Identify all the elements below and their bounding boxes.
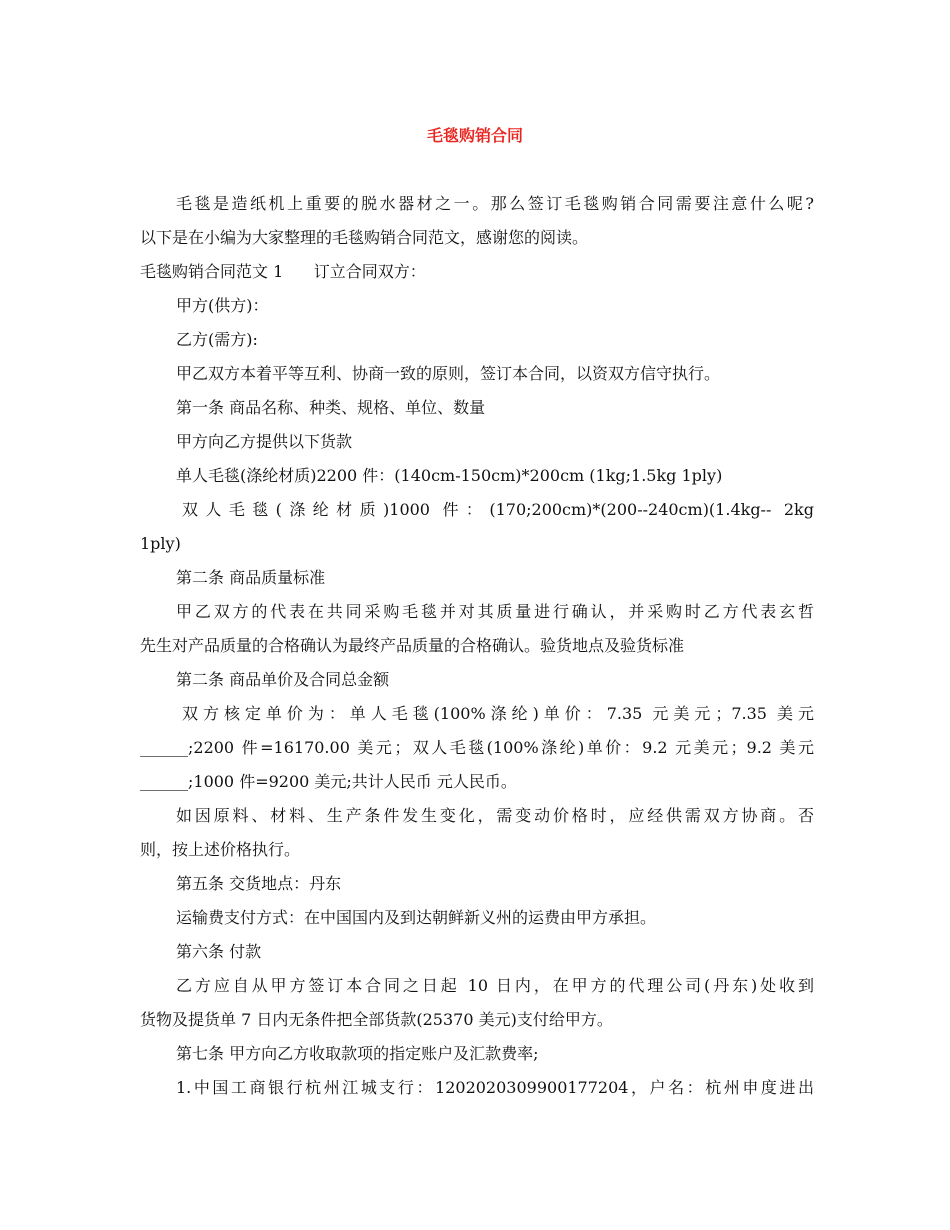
paragraph-line: ______;1000 件=9200 美元;共计人民币 元人民币。 xyxy=(140,772,517,791)
section-heading: 第二条 商品质量标准 xyxy=(176,568,326,587)
paragraph-line: 双人毛毯(涤纶材质)1000 件：(170;200cm)*(200--240cm)(1.4kg-- 2kg xyxy=(182,500,814,519)
paragraph-line: 1.中国工商银行杭州江城支行：1202020309900177204，户名：杭州申度进出 xyxy=(176,1078,814,1097)
paragraph-line: 毛毯购销合同范文 1 订立合同双方： xyxy=(140,262,426,281)
paragraph-line: 单人毛毯(涤纶材质)2200 件：(140cm-150cm)*200cm (1kg;1.5kg 1ply) xyxy=(176,466,723,485)
paragraph-line: 甲乙双方本着平等互利、协商一致的原则，签订本合同，以资双方信守执行。 xyxy=(176,364,721,383)
paragraph-line: 毛毯是造纸机上重要的脱水器材之一。那么签订毛毯购销合同需要注意什么呢? xyxy=(176,194,814,213)
paragraph-line: 货物及提货单 7 日内无条件把全部货款(25370 美元)支付给甲方。 xyxy=(140,1010,613,1029)
paragraph-line: 先生对产品质量的合格确认为最终产品质量的合格确认。验货地点及验货标准 xyxy=(140,636,685,655)
paragraph-line: 1ply) xyxy=(140,534,181,553)
paragraph-line: 运输费支付方式：在中国国内及到达朝鲜新义州的运费由甲方承担。 xyxy=(176,908,657,927)
paragraph-line: 以下是在小编为大家整理的毛毯购销合同范文，感谢您的阅读。 xyxy=(140,228,589,247)
paragraph-line: 乙方应自从甲方签订本合同之日起 10 日内，在甲方的代理公司(丹东)处收到 xyxy=(176,976,814,995)
section-heading: 第一条 商品名称、种类、规格、单位、数量 xyxy=(176,398,486,417)
paragraph-line: 甲方向乙方提供以下货款 xyxy=(176,432,353,451)
paragraph-line: 则，按上述价格执行。 xyxy=(140,840,301,859)
document-body xyxy=(140,187,814,1105)
section-heading: 第五条 交货地点：丹东 xyxy=(176,874,342,893)
paragraph-line: 乙方(需方): xyxy=(176,330,258,349)
paragraph-line: 如因原料、材料、生产条件发生变化，需变动价格时，应经供需双方协商。否 xyxy=(176,806,814,825)
paragraph-line: 甲乙双方的代表在共同采购毛毯并对其质量进行确认，并采购时乙方代表玄哲 xyxy=(176,602,814,621)
paragraph-line: 甲方(供方)： xyxy=(176,296,269,315)
paragraph-line: 双方核定单价为：单人毛毯(100%涤纶)单价：7.35 元美元；7.35 美元 xyxy=(182,704,814,723)
section-heading: 第七条 甲方向乙方收取款项的指定账户及汇款费率; xyxy=(176,1044,539,1063)
paragraph-line: ______;2200 件=16170.00 美元；双人毛毯(100%涤纶)单价：9.2 元美元；9.2 美元 xyxy=(140,738,814,757)
section-heading: 第六条 付款 xyxy=(176,942,262,961)
document-title: 毛毯购销合同 xyxy=(426,126,523,145)
section-heading: 第二条 商品单价及合同总金额 xyxy=(176,670,390,689)
